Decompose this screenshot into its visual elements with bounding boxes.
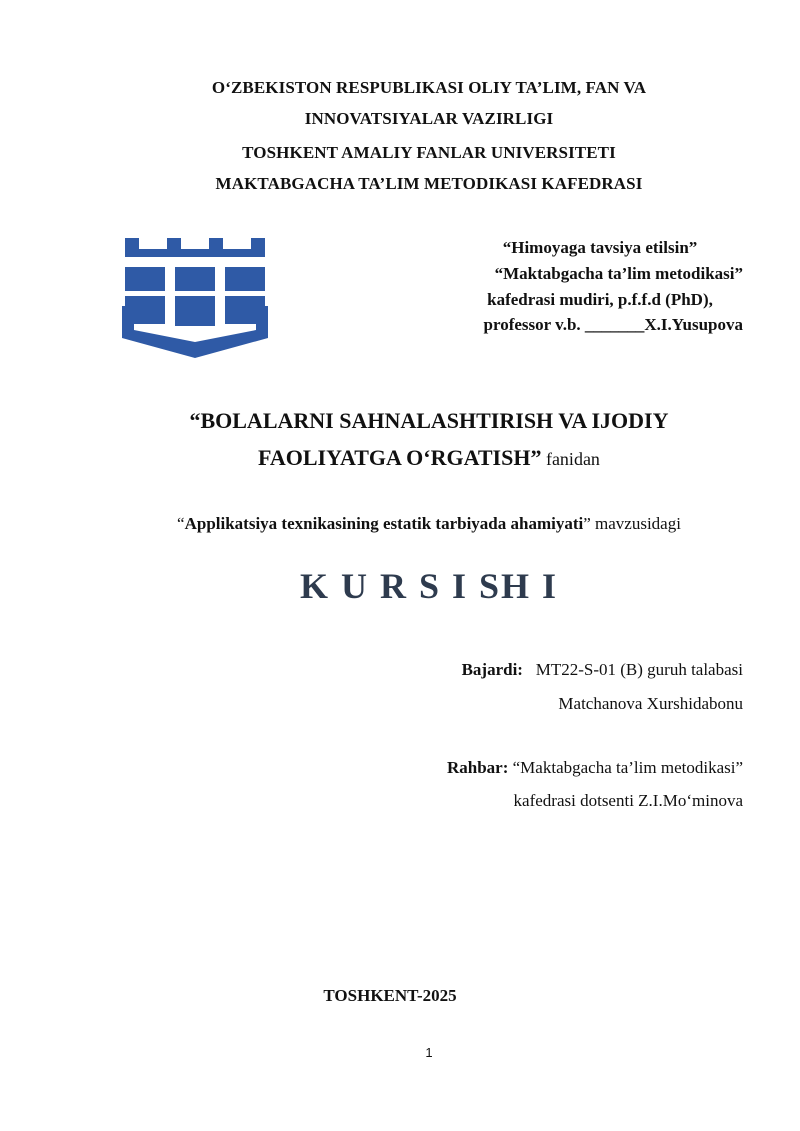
supervisor-label: Rahbar: <box>446 758 509 777</box>
supervisor-line <box>447 758 743 778</box>
header-ministry-line2: INNOVATSIYALAR VAZIRLIGI <box>304 109 554 128</box>
topic-title: Applikatsiya texnikasining estatik tarbiyada ahamiyati <box>184 514 584 533</box>
supervisor-department: “Maktabgacha ta’lim metodikasi” <box>508 758 743 777</box>
work-type-title: K U R S I SH I <box>299 566 559 606</box>
subject-title-line2 <box>0 445 800 471</box>
city-year: TOSHKENT-2025 <box>323 986 457 1005</box>
approval-head-title: kafedrasi mudiri, p.f.f.d (PhD), <box>487 290 713 309</box>
university-shield-logo-icon <box>122 238 268 358</box>
approval-professor-label: professor v.b. _______ <box>483 315 645 334</box>
topic-line <box>0 514 800 534</box>
page-number: 1 <box>425 1045 433 1060</box>
performer-line <box>462 660 743 680</box>
subject-title-line2-text: FAOLIYATGA O‘RGATISH” <box>258 445 542 470</box>
supervisor-position: kafedrasi dotsenti Z.I.Mo‘minova <box>513 791 743 810</box>
performer-label: Bajardi: <box>461 660 523 679</box>
subject-suffix: fanidan <box>541 449 600 469</box>
approval-signature-line <box>484 315 743 335</box>
performer-name: Matchanova Xurshidabonu <box>558 694 743 713</box>
subject-title-line1: “BOLALARNI SAHNALASHTIRISH VA IJODIY <box>189 408 669 433</box>
approval-department: “Maktabgacha ta’lim metodikasi” <box>494 264 743 283</box>
approval-recommended: “Himoyaga tavsiya etilsin” <box>502 238 698 257</box>
performer-group: MT22-S-01 (B) guruh talabasi <box>522 660 743 679</box>
header-department: MAKTABGACHA TA’LIM METODIKASI KAFEDRASI <box>215 174 643 193</box>
approval-head-name: X.I.Yusupova <box>644 315 743 334</box>
topic-open-quote: “ <box>177 514 185 533</box>
header-ministry-line1: O‘ZBEKISTON RESPUBLIKASI OLIY TA’LIM, FAN VA <box>211 78 647 97</box>
topic-close: ” mavzusidagi <box>583 514 681 533</box>
header-university: TOSHKENT AMALIY FANLAR UNIVERSITETI <box>242 143 616 162</box>
